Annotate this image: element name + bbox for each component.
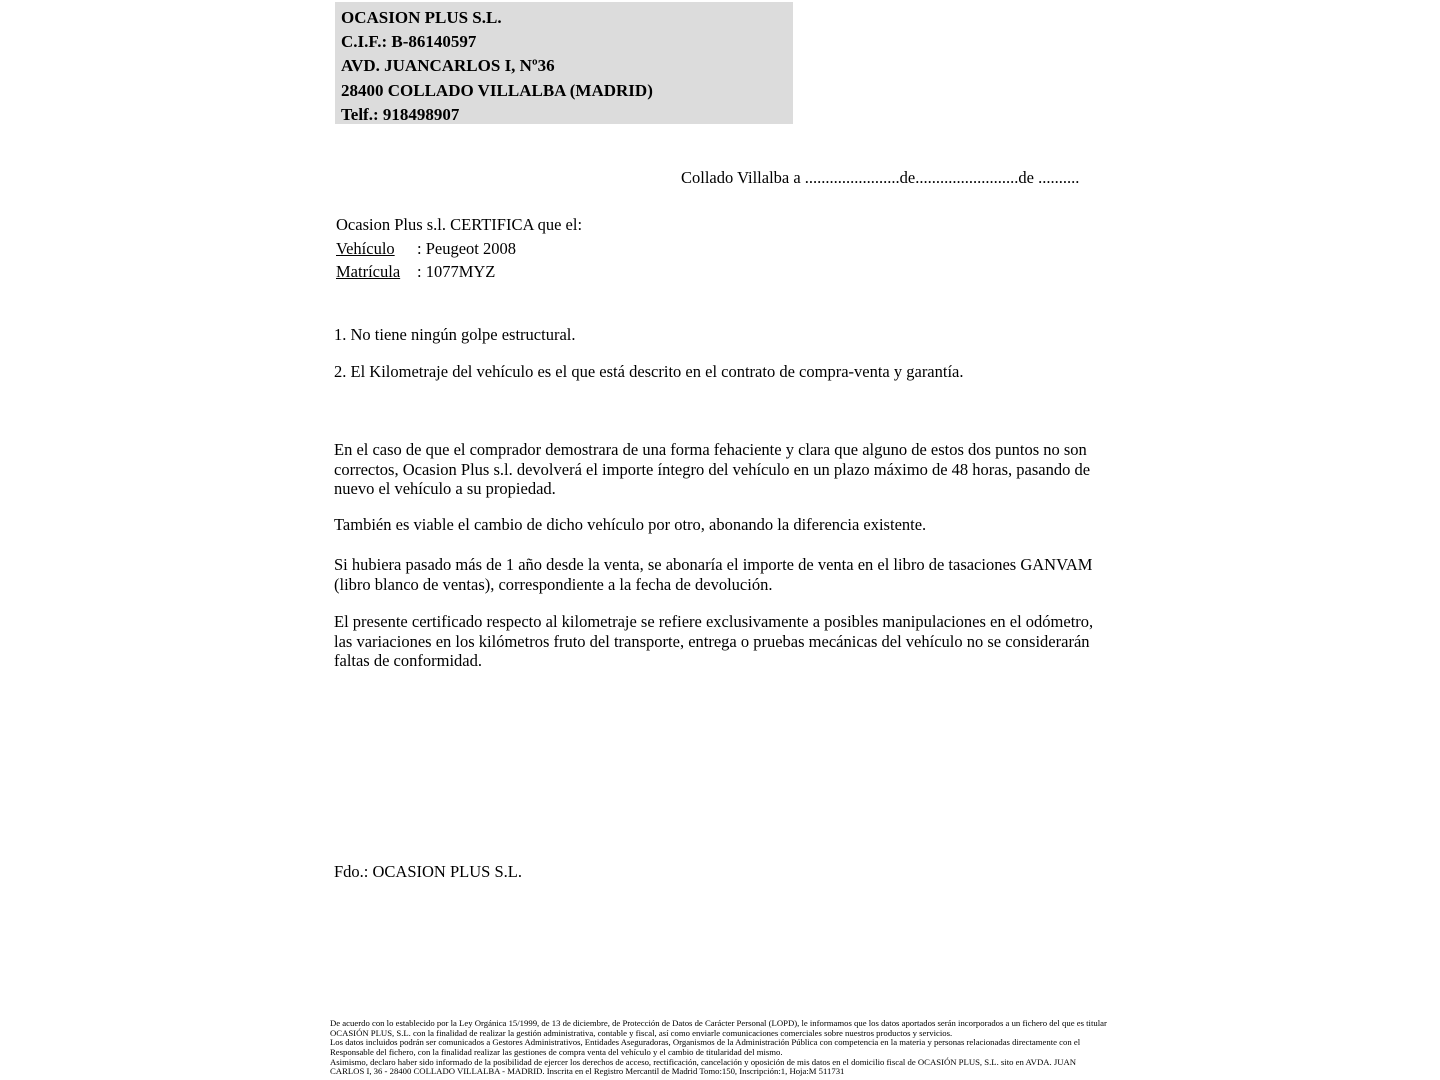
vehicle-label: Vehículo: [336, 238, 395, 258]
plate-row: [336, 260, 582, 284]
paragraph-ganvam-valuation: Si hubiera pasado más de 1 año desde la venta, se abonaría el importe de venta en el libro de tasaciones GANVAM (libro blanco de ventas), correspondiente a la fecha de devolución.: [334, 555, 1093, 594]
vehicle-row: [336, 237, 582, 261]
company-phone: Telf.: 918498907: [341, 104, 460, 124]
legal-footer-line: Los datos incluidos podrán ser comunicados a Gestores Administrativos, Entidades Aseguradoras, Organismos de la Administración Pública con competencia en la materia y personas relacionadas directamente con el: [330, 1037, 1081, 1048]
plate-label: Matrícula: [336, 262, 401, 281]
legal-footer-line: CARLOS I, 36 - 28400 COLLADO VILLALBA - MADRID. Inscrita en el Registro Mercantil de Madrid Tomo:150, Inscripción:1, Hoja:M 511731: [330, 1066, 845, 1077]
certify-intro: Ocasion Plus s.l. CERTIFICA que el:: [336, 215, 583, 234]
plate-value: : 1077MYZ: [417, 262, 496, 281]
vehicle-value: : Peugeot 2008: [417, 238, 516, 258]
company-city: 28400 COLLADO VILLALBA (MADRID): [341, 80, 653, 100]
point-1: 1. No tiene ningún golpe estructural.: [334, 325, 576, 344]
company-header-box: [335, 2, 793, 124]
legal-footer-line: Responsable del fichero, con la finalidad realizar las gestiones de compra venta del vehículo y el cambio de titularidad del mismo.: [330, 1046, 783, 1057]
legal-footer-line: De acuerdo con lo establecido por la Ley Orgánica 15/1999, de 13 de diciembre, de Protección de Datos de Carácter Personal (LOPD), le informamos que los datos aportados serán incorporados a un fichero del que es titular: [330, 1018, 1107, 1028]
company-cif: C.I.F.: B-86140597: [341, 32, 477, 52]
company-address: AVD. JUANCARLOS I, Nº36: [341, 56, 555, 76]
paragraph-exchange-option: También es viable el cambio de dicho vehículo por otro, abonando la diferencia existente.: [334, 515, 927, 534]
paragraph-odometer-disclaimer: El presente certificado respecto al kilometraje se refiere exclusivamente a posibles manipulaciones en el odómetro, las variaciones en los kilómetros fruto del transporte, entrega o pruebas mecánicas del vehículo no se considerarán faltas de conformidad.: [334, 612, 1094, 671]
date-fill-in-line: Collado Villalba a .......................de.........................de ..........: [681, 168, 1080, 187]
legal-footer-line: Asimismo, declaro haber sido informado de la posibilidad de ejercer los derechos de acceso, rectificación, cancelación y oposición de mis datos en el domicilio fiscal de OCASIÓN PLUS, S.L. sito en AVDA. JUAN: [330, 1056, 1077, 1067]
legal-footer-line: OCASIÓN PLUS, S.L. con la finalidad de realizar la gestión administrativa, contable y fiscal, así como enviarle comunicaciones comerciales sobre nuestros productos y servicios.: [330, 1027, 953, 1038]
legal-footer: [330, 1019, 1120, 1077]
point-2: 2. El Kilometraje del vehículo es el que está descrito en el contrato de compra-venta y garantía.: [334, 362, 964, 381]
certification-block: [336, 213, 582, 284]
signature-line: Fdo.: OCASION PLUS S.L.: [334, 862, 522, 881]
paragraph-refund-terms: En el caso de que el comprador demostrara de una forma fehaciente y clara que alguno de estos dos puntos no son correctos, Ocasion Plus s.l. devolverá el importe íntegro del vehículo en un plazo máximo de 48 horas, pasando de nuevo el vehículo a su propiedad.: [334, 440, 1091, 499]
company-name: OCASION PLUS S.L.: [341, 8, 502, 27]
